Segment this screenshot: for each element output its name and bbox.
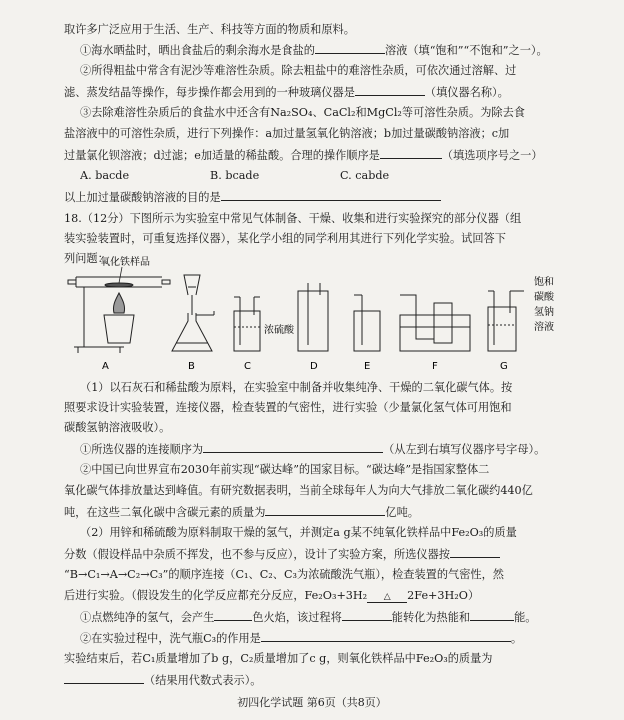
saturated-label: 溶液 [534, 322, 554, 333]
apparatus-drawing [64, 255, 604, 375]
answer-blank[interactable] [265, 504, 385, 516]
text-line: 以上加过量碳酸钠溶液的目的是 [64, 189, 584, 205]
question-18-title: 18.（12分）下图所示为实验室中常见气体制备、干燥、收集和进行实验探究的部分仪器（组 [64, 212, 522, 225]
text-line: 过量氯化钡溶液；d过滤；e加适量的稀盐酸。合理的操作顺序是 （填选项序号之一） [64, 149, 543, 162]
options-line [80, 168, 584, 183]
apparatus-letter: A [102, 361, 109, 372]
text-line: （结果用代数式表示）。 [64, 672, 584, 688]
text-line: ③去除难溶性杂质后的食盐水中还含有Na₂SO₄、CaCl₂和MgCl₂等可溶性杂质。为除去食 [80, 106, 525, 119]
text-line: ①海水晒盐时，晒出食盐后的剩余海水是食盐的 溶液（填“饱和”“不饱和”之一）。 [80, 44, 548, 57]
answer-blank[interactable] [380, 147, 442, 159]
text-line: “B→C₁→A→C₂→C₃”的顺序连接（C₁、C₂、C₃为浓硫酸洗气瓶），检查装置的气密性，然 [64, 568, 504, 581]
text-line: 盐溶液中的可溶性杂质，进行下列操作：a加过量氢氧化钠溶液；b加过量碳酸钠溶液；c加 [64, 127, 510, 140]
text-line: ②中国已向世界宣布2030年前实现“碳达峰”的国家目标。“碳达峰”是指国家整体二 [80, 463, 490, 476]
text-line: ②在实验过程中，洗气瓶C₃的作用是 。 [80, 632, 523, 645]
text-line: 吨，在这些二氧化碳中含碳元素的质量为 亿吨。 [64, 506, 419, 519]
answer-blank[interactable] [203, 441, 383, 453]
answer-blank[interactable] [214, 609, 252, 621]
text-line: 后进行实验。（假设发生的化学反应都充分反应，Fe₂O₃+3H₂ △ 2Fe+3H₂O） [64, 589, 480, 602]
apparatus-letter: B [188, 361, 195, 372]
apparatus-e [354, 295, 380, 351]
sample-label: 氧化铁样品 [100, 257, 150, 268]
option-c[interactable]: C. cabde [340, 169, 390, 182]
text-line: 分数（假设样品中杂质不挥发，也不参与反应），设计了实验方案，所选仪器按 [64, 546, 584, 562]
answer-blank[interactable] [221, 189, 441, 201]
apparatus-figure [64, 255, 604, 375]
text-line: 装实验装置时，可重复选择仪器），某化学小组的同学利用其进行下列化学实验。试回答下 [64, 232, 506, 245]
answer-blank[interactable] [355, 84, 425, 96]
page-footer: 初四化学试题 第6页（共8页） [237, 696, 387, 709]
text-line: （2）用锌和稀硫酸为原料制取干燥的氢气，并测定a g某不纯氧化铁样品中Fe₂O₃的质量 [80, 526, 517, 539]
apparatus-a [68, 277, 170, 353]
heat-arrow: △ [367, 593, 407, 603]
saturated-label: 碳酸 [534, 292, 554, 303]
text-line: ②所得粗盐中常含有泥沙等难溶性杂质。除去粗盐中的难溶性杂质，可依次通过溶解、过 [80, 64, 517, 77]
apparatus-letter: C [244, 361, 251, 372]
option-b[interactable]: B. bcade [210, 169, 260, 182]
text-line: 取许多广泛应用于生活、生产、科技等方面的物质和原料。 [64, 23, 355, 36]
apparatus-letter: D [310, 361, 318, 372]
text-line: 碳酸氢钠溶液吸收）。 [64, 421, 171, 434]
apparatus-letter: E [364, 361, 371, 372]
answer-blank[interactable] [315, 42, 385, 54]
apparatus-letter: G [500, 361, 508, 372]
apparatus-f [400, 295, 470, 351]
option-a[interactable]: A. bacde [80, 169, 130, 182]
text-line: ①点燃纯净的氢气，会产生 色火焰，该过程将 能转化为热能和 能。 [80, 611, 537, 624]
apparatus-c [234, 297, 260, 351]
apparatus-d [298, 283, 328, 351]
text-line: ①所选仪器的连接顺序为 （从左到右填写仪器序号字母）。 [80, 443, 546, 456]
answer-blank[interactable] [261, 630, 511, 642]
apparatus-letter: F [432, 361, 438, 372]
text-line: （1）以石灰石和稀盐酸为原料，在实验室中制备并收集纯净、干燥的二氧化碳气体。按 [80, 381, 513, 394]
apparatus-g [488, 291, 524, 351]
answer-blank[interactable] [64, 672, 144, 684]
text-line: 氧化碳气体排放量达到峰值。有研究数据表明，当前全球每年人为向大气排放二氧化碳约440亿 [64, 484, 533, 497]
text-line: 照要求设计实验装置，连接仪器，检查装置的气密性，进行实验（少量氯化氢气体可用饱和 [64, 401, 512, 414]
answer-blank[interactable] [470, 609, 514, 621]
conc-acid-label: 浓硫酸 [264, 325, 294, 336]
saturated-label: 氢钠 [534, 307, 554, 318]
text-line: 列问题： [64, 252, 109, 265]
text-line: 滤、蒸发结晶等操作，每步操作都会用到的一种玻璃仪器是 （填仪器名称）。 [64, 86, 509, 99]
apparatus-b [172, 275, 214, 351]
answer-blank[interactable] [342, 609, 392, 621]
saturated-label: 饱和 [534, 277, 554, 288]
answer-blank[interactable] [450, 546, 500, 558]
text-line: 实验结束后，若C₁质量增加了b g，C₂质量增加了c g，则氧化铁样品中Fe₂O₃的质量为 [64, 652, 493, 665]
